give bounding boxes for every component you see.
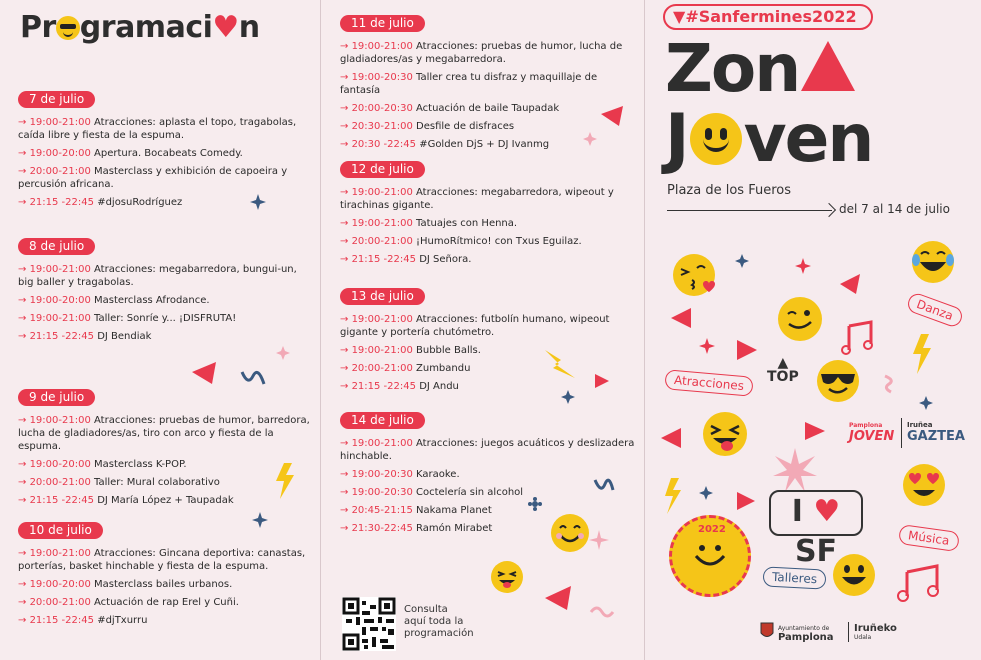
talleres-label: Talleres <box>763 566 827 589</box>
grinning-face-emoji-icon <box>831 552 877 598</box>
day-8-julio <box>18 235 313 348</box>
joven-title: J ven <box>665 100 873 177</box>
qr-caption: Consulta aquí toda la programación <box>404 604 474 639</box>
day-pill: 12 de julio <box>340 161 425 178</box>
event-item: → 20:30-21:00 Desfile de disfraces <box>340 121 515 132</box>
sunglasses-face-icon <box>56 16 80 40</box>
lightning-decoration-icon <box>541 346 577 382</box>
iruna-gaztea-logo: Iruñea GAZTEA <box>907 421 965 444</box>
flower-decoration-icon <box>528 497 542 511</box>
event-item: → 21:15 -22:45 DJ María López + Taupadak <box>18 495 234 506</box>
atracciones-label: Atracciones <box>664 369 754 397</box>
qr-code-icon[interactable] <box>342 597 396 651</box>
day-pill: 11 de julio <box>340 15 425 32</box>
triangle-decoration-icon <box>838 272 862 296</box>
event-item: → 20:00-20:30 Actuación de baile Taupadak <box>340 103 560 114</box>
day-pill: 13 de julio <box>340 288 425 305</box>
winking-face-emoji-icon <box>775 294 825 344</box>
day-12-julio <box>340 158 640 271</box>
sparkle-decoration-icon <box>699 338 715 354</box>
sparkle-decoration-icon <box>735 254 749 268</box>
pamplona-joven-logo: Pamplona JOVEN <box>849 422 895 444</box>
venue-text: Plaza de los Fueros <box>667 183 791 198</box>
triangle-decoration-icon <box>599 104 625 128</box>
sparkle-decoration-icon <box>250 194 266 210</box>
event-item: → 19:00-20:00 Masterclass Afrodance. <box>18 295 210 306</box>
event-item: → 19:00-21:00 Atracciones: megabarredora, wipeout y tirachinas gigante. <box>340 187 614 211</box>
sparkle-decoration-icon <box>583 132 597 146</box>
arrow-line <box>667 210 832 211</box>
squiggle-decoration-icon <box>589 604 615 620</box>
tongue-face-emoji-icon <box>489 559 525 595</box>
day-14-julio <box>340 409 640 540</box>
sparkle-decoration-icon <box>252 512 268 528</box>
event-item: → 19:00-21:00 Atracciones: futbolín humano, wipeout gigante y portería chutómetro. <box>340 314 610 338</box>
right-panel: ▼#Sanfermines2022 Zon J ven Plaza de los Fueros del 7 al 14 de julio Danza ▲ TOP Atracciones Pamplona JOVEN Iruñea GAZTEA I ♥ SF Música 2022 Talleres Ayuntamiento de Pamplona Iruñeko Udala <box>645 0 981 660</box>
sparkle-decoration-icon <box>589 530 609 550</box>
event-item: → 21:15 -22:45 #djosuRodríguez <box>18 197 183 208</box>
event-item: → 20:45-21:15 Nakama Planet <box>340 505 492 516</box>
event-item: → 20:00-21:00 Actuación de rap Erel y Cuñi. <box>18 597 239 608</box>
event-item: → 21:30-22:45 Ramón Mirabet <box>340 523 493 534</box>
event-item: → 19:00-21:00 Taller: Sonríe y... ¡DISFRUTA! <box>18 313 237 324</box>
starburst-decoration-icon <box>773 448 817 492</box>
event-item: → 20:00-21:00 Masterclass y exhibición de capoeira y percusión africana. <box>18 166 288 190</box>
tongue-out-face-emoji-icon <box>699 408 751 460</box>
event-item: → 19:00-20:30 Karaoke. <box>340 469 460 480</box>
event-item: → 19:00-21:00 Atracciones: pruebas de humor, lucha de gladiadores/as y megabarredora. <box>340 41 623 65</box>
day-pill: 14 de julio <box>340 412 425 429</box>
top-label: ▲ TOP <box>767 355 799 385</box>
programacion-title: Pr gramaci♥n <box>20 10 260 45</box>
day-9-julio <box>18 386 313 512</box>
day-pill: 9 de julio <box>18 389 95 406</box>
triangle-decoration-icon <box>190 360 220 386</box>
smiley-o-icon <box>690 113 742 165</box>
event-item: → 21:15 -22:45 DJ Bendiak <box>18 331 152 342</box>
triangle-decoration-icon <box>803 420 827 442</box>
event-item: → 21:15 -22:45 #djTxurru <box>18 615 148 626</box>
sparkle-decoration-icon <box>699 486 713 500</box>
squiggle-decoration-icon <box>593 476 615 496</box>
event-item: → 19:00-21:00 Atracciones: aplasta el topo, tragabolas, caída libre y fiesta de la espuma. <box>18 117 297 141</box>
event-item: → 19:00-20:00 Masterclass K-POP. <box>18 459 187 470</box>
kissing-face-emoji-icon <box>671 252 721 298</box>
sparkle-decoration-icon <box>276 346 290 360</box>
sparkle-decoration-icon <box>919 396 933 410</box>
2022-smiley-badge: 2022 <box>669 515 751 597</box>
musica-label: Música <box>898 524 960 552</box>
middle-panel <box>321 0 644 660</box>
music-notes-icon <box>897 560 951 604</box>
triangle-decoration-icon <box>735 338 759 362</box>
event-item: → 20:30 -22:45 #Golden DjS + DJ Ivanmg <box>340 139 550 150</box>
event-item: → 19:00-21:00 Atracciones: pruebas de humor, barredora, lucha de gladiadores/as, tiro con arco y fiesta de la espuma. <box>18 415 310 452</box>
event-item: → 20:00-21:00 ¡HumoRítmico! con Txus Eguilaz. <box>340 236 582 247</box>
heart-icon: ♥ <box>212 10 239 45</box>
event-item: → 20:00-21:00 Zumbandu <box>340 363 471 374</box>
triangle-down-icon: ▼ <box>673 7 686 26</box>
laughing-face-emoji-icon <box>908 238 958 286</box>
triangle-decoration-icon <box>543 584 573 612</box>
event-item: → 19:00-21:00 Atracciones: megabarredora, bungui-un, big baller y tragabolas. <box>18 264 297 288</box>
event-item: → 19:00-21:00 Atracciones: juegos acuáticos y deslizadera hinchable. <box>340 438 635 462</box>
lightning-decoration-icon <box>274 463 296 499</box>
arrow-up-icon: ▲ <box>777 355 789 371</box>
triangle-logo-icon <box>799 39 857 93</box>
sparkle-decoration-icon <box>795 258 811 274</box>
event-item: → 19:00-21:00 Bubble Balls. <box>340 345 481 356</box>
day-10-julio <box>18 519 313 632</box>
smiley-face-icon <box>692 540 728 574</box>
danza-label: Danza <box>905 291 964 329</box>
event-item: → 19:00-21:00 Atracciones: Gincana deportiva: canastas, porterías, basket hinchable y fiesta de la espuma. <box>18 548 306 572</box>
arrow-right-icon <box>822 203 836 217</box>
smiling-face-emoji-icon <box>549 512 591 554</box>
squiggle-decoration-icon <box>240 368 266 390</box>
event-item: → 19:00-21:00 Tatuajes con Henna. <box>340 218 518 229</box>
hashtag-pill: ▼#Sanfermines2022 <box>663 4 873 30</box>
event-item: → 19:00-20:00 Apertura. Bocabeats Comedy. <box>18 148 243 159</box>
event-item: → 21:15 -22:45 DJ Andu <box>340 381 459 392</box>
logo-divider <box>901 418 902 448</box>
event-item: → 20:00-21:00 Taller: Mural colaborativo <box>18 477 220 488</box>
heart-icon: ♥ <box>813 494 841 529</box>
squiggle-decoration-icon <box>881 374 899 394</box>
i-love-sf-badge: I ♥ SF <box>769 490 863 536</box>
triangle-decoration-icon <box>593 372 611 390</box>
heart-eyes-face-emoji-icon <box>901 462 947 508</box>
sparkle-decoration-icon <box>561 390 575 404</box>
music-notes-icon <box>841 318 885 358</box>
event-item: → 19:00-20:30 Coctelería sin alcohol <box>340 487 524 498</box>
triangle-decoration-icon <box>659 426 683 450</box>
sunglasses-face-emoji-icon <box>815 358 861 404</box>
coat-of-arms-icon <box>760 622 774 640</box>
lightning-decoration-icon <box>663 478 683 514</box>
zona-title: Zon <box>665 36 857 102</box>
day-pill: 8 de julio <box>18 238 95 255</box>
event-item: → 19:00-20:00 Masterclass bailes urbanos. <box>18 579 233 590</box>
lightning-decoration-icon <box>911 334 933 374</box>
triangle-decoration-icon <box>669 306 693 330</box>
day-7-julio <box>18 88 313 214</box>
left-panel <box>0 0 320 660</box>
day-pill: 10 de julio <box>18 522 103 539</box>
event-item: → 19:00-20:30 Taller crea tu disfraz y maquillaje de fantasía <box>340 72 598 96</box>
dates-text: del 7 al 14 de julio <box>839 202 950 216</box>
triangle-decoration-icon <box>735 490 757 512</box>
event-item: → 21:15 -22:45 DJ Señora. <box>340 254 472 265</box>
day-pill: 7 de julio <box>18 91 95 108</box>
